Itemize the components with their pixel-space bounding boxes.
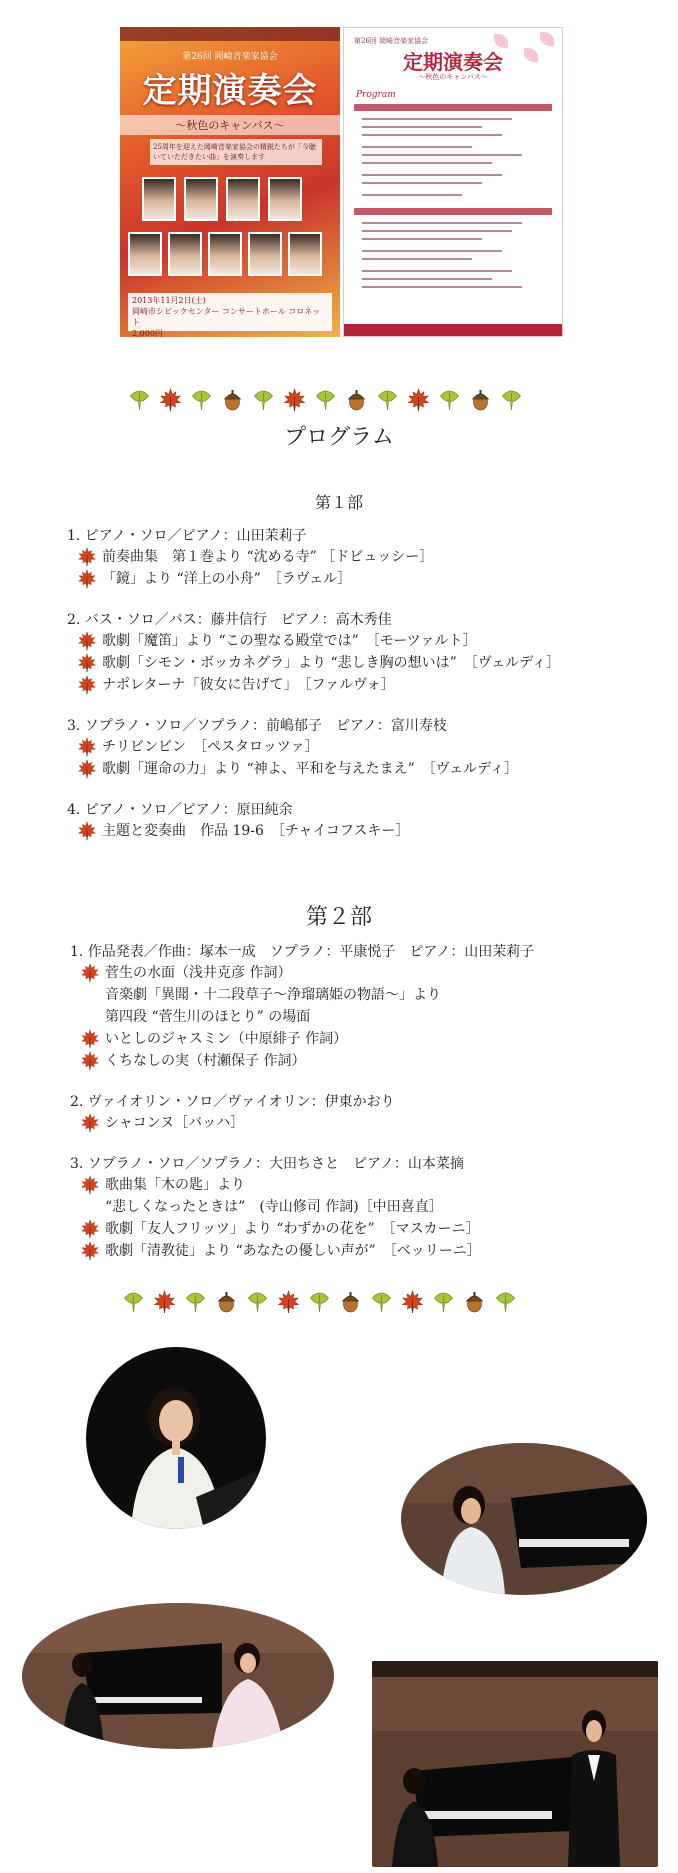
acorn-icon	[461, 1290, 488, 1314]
maple-leaf-icon	[399, 1290, 426, 1314]
ginkgo-icon	[120, 1290, 147, 1314]
performer-photo	[184, 177, 218, 221]
performer-photo	[168, 232, 202, 276]
flyer-front-image	[120, 27, 340, 337]
ginkgo-icon	[244, 1290, 271, 1314]
ginkgo-icon	[492, 1290, 519, 1314]
flyer-text-line	[362, 162, 492, 164]
item-title: 4. ピアノ・ソロ／ピアノ：原田純余	[67, 802, 293, 818]
piece-entry	[77, 758, 657, 780]
ginkgo-icon	[368, 1290, 395, 1314]
flyer-text-line	[362, 278, 492, 280]
part1-list	[67, 526, 657, 842]
maple-leaf-icon	[281, 388, 308, 412]
flyer-text-line	[362, 118, 512, 120]
maple-leaf-icon	[80, 1219, 100, 1239]
piece-entry	[80, 1240, 660, 1262]
piece-note: 第四段 “菅生川のほとり” の場面	[105, 1009, 311, 1025]
part2-list	[70, 942, 660, 1262]
part2-heading: 第２部	[305, 905, 372, 930]
performer-photo	[208, 232, 242, 276]
piece-entry	[80, 1050, 660, 1072]
maple-leaf-icon	[77, 547, 97, 567]
flyer-section-band	[354, 104, 552, 111]
item-title: 1. 作品発表／作曲：塚本一成 ソプラノ：平康悦子 ピアノ：山田茉莉子	[70, 944, 535, 960]
concert-photo-duo	[22, 1603, 334, 1749]
program-item	[70, 1154, 660, 1262]
piece-text: シャコンヌ［バッハ］	[105, 1115, 245, 1131]
flyer-text-line	[362, 182, 482, 184]
maple-leaf-icon	[275, 1290, 302, 1314]
flyer-program-list	[354, 104, 552, 304]
decor-leaf	[540, 32, 554, 46]
bass-photo-graphic	[372, 1661, 658, 1867]
performer-photo	[248, 232, 282, 276]
item-title: 2. ヴァイオリン・ソロ／ヴァイオリン：伊東かおり	[70, 1094, 395, 1110]
piece-entry	[80, 1028, 660, 1050]
piece-text: 歌劇「運命の力」より “神よ、平和を与えたまえ” ［ヴェルディ］	[102, 761, 519, 777]
ginkgo-icon	[430, 1290, 457, 1314]
piece-text: 歌劇「魔笛」より “この聖なる殿堂では” ［モーツァルト］	[102, 633, 477, 649]
performer-photo	[268, 177, 302, 221]
piece-entry	[80, 1112, 660, 1134]
flyer-back-small-title: 第26回 岡崎音楽家協会	[354, 37, 429, 45]
performer-photo	[226, 177, 260, 221]
program-item	[67, 716, 657, 780]
part1-heading: 第１部	[314, 493, 363, 512]
performer-photo	[288, 232, 322, 276]
flyer-back-title: 定期演奏会	[403, 50, 503, 74]
ginkgo-icon	[436, 388, 463, 412]
piece-entry	[77, 652, 657, 674]
ginkgo-icon	[250, 388, 277, 412]
item-title: 1. ピアノ・ソロ／ピアノ：山田茉莉子	[67, 528, 307, 544]
maple-leaf-icon	[77, 631, 97, 651]
piece-text: ナポレターナ「彼女に告げて」 ［ファルヴォ］	[102, 677, 395, 693]
item-title: 3. ソプラノ・ソロ／ソプラノ：大田ちさと ピアノ：山本菜摘	[70, 1156, 464, 1172]
piece-text: 歌劇「友人フリッツ」より “わずかの花を” ［マスカーニ］	[105, 1221, 480, 1237]
piece-entry	[80, 1218, 660, 1240]
acorn-icon	[219, 388, 246, 412]
program-heading: プログラム	[284, 425, 394, 450]
piece-entry	[80, 1174, 660, 1196]
piece-entry	[77, 820, 657, 842]
flyer-text-line	[362, 174, 502, 176]
flyer-date: 2013年11月2日(土)	[132, 296, 206, 305]
flyer-venue: 岡崎市シビックセンター コンサートホール コロネット	[132, 307, 321, 327]
piece-entry	[77, 674, 657, 696]
piece-entry	[77, 630, 657, 652]
flyer-text-line	[362, 270, 512, 272]
maple-leaf-icon	[405, 388, 432, 412]
leaf-border-top	[126, 388, 525, 412]
piece-text: チリビンビン ［ペスタロッツァ］	[102, 739, 319, 755]
flyer-footer-band	[344, 324, 562, 336]
flyer-text-line	[362, 194, 462, 196]
piece-text: 主題と変奏曲 作品 19-6 ［チャイコフスキー］	[102, 823, 410, 839]
maple-leaf-icon	[77, 821, 97, 841]
piece-text: 菅生の水面（浅井克彦 作詞）	[105, 965, 292, 981]
leaf-border-bottom	[120, 1290, 519, 1314]
acorn-icon	[337, 1290, 364, 1314]
flyer-front-small-title: 第26回 岡崎音楽家協会	[182, 52, 278, 62]
acorn-icon	[343, 388, 370, 412]
piece-entry	[77, 736, 657, 758]
piece-note: 音楽劇「異聞・十二段草子～浄瑠璃姫の物語～」より	[105, 987, 441, 1003]
flyer-back-image	[343, 27, 563, 337]
performer-photo	[142, 177, 176, 221]
acorn-icon	[467, 388, 494, 412]
flyer-section-band	[354, 208, 552, 215]
piece-entry	[77, 546, 657, 568]
speaker-photo-graphic	[86, 1347, 266, 1529]
flyer-performer-photos	[128, 177, 332, 287]
maple-leaf-icon	[80, 1175, 100, 1195]
flyer-text-line	[362, 146, 472, 148]
pianist-photo-graphic	[401, 1443, 647, 1595]
maple-leaf-icon	[80, 1241, 100, 1261]
flyer-text-line	[362, 286, 522, 288]
piece-note: “悲しくなったときは” (寺山修司 作詞)［中田喜直］	[105, 1199, 443, 1215]
flyer-top-band	[120, 27, 340, 41]
program-item	[67, 800, 657, 842]
flyer-text-line	[362, 238, 482, 240]
maple-leaf-icon	[80, 1051, 100, 1071]
flyer-front-intro: 25周年を迎えた岡崎音楽家協会の精鋭たちが「今聴いていただきたい曲」を演奏します	[150, 139, 322, 165]
program-item	[67, 526, 657, 590]
maple-leaf-icon	[77, 653, 97, 673]
piece-text: 歌劇「清教徒」より “あなたの優しい声が” ［ベッリーニ］	[105, 1243, 481, 1259]
program-item	[67, 610, 657, 696]
piece-text: 前奏曲集 第１巻より “沈める寺” ［ドビュッシー］	[102, 549, 434, 565]
item-title: 2. バス・ソロ／バス：藤井信行 ピアノ：高木秀佳	[67, 612, 392, 628]
flyer-text-line	[362, 134, 502, 136]
maple-leaf-icon	[77, 675, 97, 695]
flyer-text-line	[362, 258, 472, 260]
maple-leaf-icon	[80, 963, 100, 983]
ginkgo-icon	[374, 388, 401, 412]
ginkgo-icon	[312, 388, 339, 412]
concert-photo-bass-duo	[372, 1661, 658, 1867]
flyer-event-info	[128, 293, 332, 337]
piece-text: くちなしの実（村瀬保子 作詞）	[105, 1053, 306, 1069]
ginkgo-icon	[126, 388, 153, 412]
piece-text: 歌劇「シモン・ボッカネグラ」より “悲しき胸の想いは” ［ヴェルディ］	[102, 655, 561, 671]
maple-leaf-icon	[80, 1113, 100, 1133]
duo-photo-graphic	[22, 1603, 334, 1749]
flyer-text-line	[362, 250, 502, 252]
maple-leaf-icon	[77, 737, 97, 757]
concert-photo-pianist	[401, 1443, 647, 1595]
concert-photo-speaker	[86, 1347, 266, 1529]
flyer-front-subtitle: ～秋色のキャンバス～	[120, 115, 340, 135]
program-item	[70, 1092, 660, 1134]
flyer-back-subtitle: ～秋色のキャンバス～	[418, 73, 488, 81]
ginkgo-icon	[182, 1290, 209, 1314]
maple-leaf-icon	[77, 759, 97, 779]
piece-text: 歌曲集「木の匙」より	[105, 1177, 245, 1193]
flyer-program-label: Program	[356, 90, 396, 100]
flyer-front-title: 定期演奏会	[142, 71, 318, 111]
maple-leaf-icon	[80, 1029, 100, 1049]
piece-entry	[77, 568, 657, 590]
performer-photo	[128, 232, 162, 276]
flyer-text-line	[362, 154, 522, 156]
piece-text: いとしのジャスミン（中原緋子 作詞）	[105, 1031, 348, 1047]
ginkgo-icon	[498, 388, 525, 412]
maple-leaf-icon	[77, 569, 97, 589]
program-item	[70, 942, 660, 1072]
maple-leaf-icon	[151, 1290, 178, 1314]
ginkgo-icon	[188, 388, 215, 412]
maple-leaf-icon	[157, 388, 184, 412]
flyer-text-line	[362, 230, 512, 232]
ginkgo-icon	[306, 1290, 333, 1314]
flyer-price: 2,000円	[132, 329, 163, 337]
flyer-text-line	[362, 126, 482, 128]
item-title: 3. ソプラノ・ソロ／ソプラノ：前嶋郁子 ピアノ：富川寿枝	[67, 718, 447, 734]
acorn-icon	[213, 1290, 240, 1314]
piece-text: 「鏡」より “洋上の小舟” ［ラヴェル］	[102, 571, 352, 587]
flyer-text-line	[362, 222, 522, 224]
piece-entry	[80, 962, 660, 984]
